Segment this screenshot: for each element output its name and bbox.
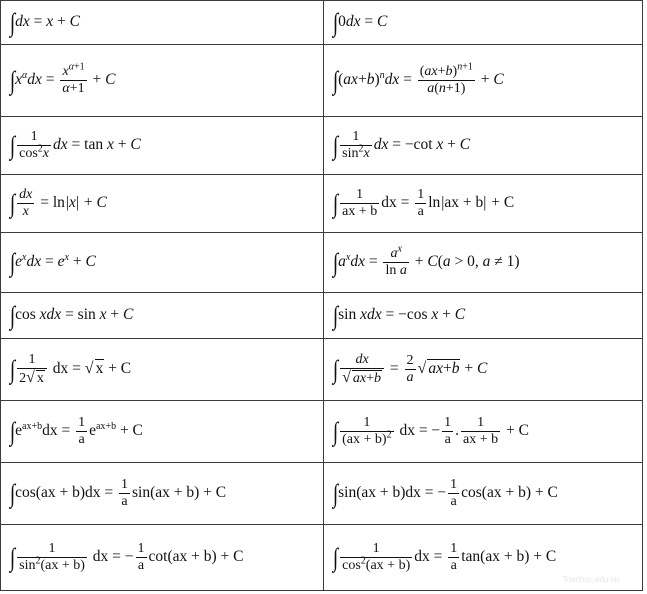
- formula: ∫dx = x + C: [9, 7, 80, 37]
- table-row: [1, 525, 643, 591]
- formula: ∫ $\frac{dx}{√ ax+b}$ = $\frac{2}{a}$ √ ax+b + C: [332, 351, 488, 386]
- formula-cell-right: [324, 45, 643, 117]
- formula-cell-right: [324, 117, 643, 175]
- formula: ∫ $\frac{1}{\cos^2(ax + b)}$ dx = $\frac{1}{a}$ tan(ax + b) + C: [332, 540, 557, 573]
- formula: ∫ $\frac{1}{(ax + b)^2}$ dx = − $\frac{1}{a}$ . $\frac{1}{ax + b}$ + C: [332, 414, 529, 447]
- formula-cell-right: [324, 233, 643, 293]
- table-row: [1, 463, 643, 525]
- formula: ∫0dx = C: [332, 7, 388, 37]
- table-row: [1, 339, 643, 401]
- formula-cell-right: [324, 463, 643, 525]
- formula: $\int a^xdx$ = $\frac{a^x}{\text{ln a}}$ + C(a > 0, a ≠ 1): [332, 243, 520, 278]
- formula: ∫cos(ax + b)dx = $\frac{1}{a}$ sin(ax + b) + C: [9, 476, 227, 509]
- formula: $\int(ax+b)^ndx$ = $\frac{(ax+b)^{n+1}}{a(n+1)}$ + C: [332, 61, 504, 96]
- formula-cell-right: [324, 175, 643, 233]
- watermark: Toanhoc.edu.vn: [562, 575, 619, 584]
- formula: ∫ $\frac{1}{2√ x}$ dx = √ x + C: [9, 351, 132, 386]
- formula-cell-left: [1, 293, 324, 339]
- table-row: [1, 1, 643, 45]
- table-row: [1, 175, 643, 233]
- formula: $\int x^\alpha dx$ = $\frac{x^{\alpha+1}}{\alpha+1}$ + C: [9, 61, 116, 96]
- formula-cell-left: [1, 463, 324, 525]
- formula: ∫sin xdx = −cos x + C: [332, 300, 466, 330]
- table-row: [1, 293, 643, 339]
- table-row: [1, 117, 643, 175]
- formula: ∫ $\frac{dx}{x}$ = ln|x| + C: [9, 186, 107, 219]
- table-row: [1, 45, 643, 117]
- formula-cell-right: [324, 401, 643, 463]
- formula-cell-left: [1, 45, 324, 117]
- formula: ∫ $\frac{1}{ax + b}$ dx = $\frac{1}{a}$ ln|ax + b| + C: [332, 186, 515, 219]
- formula-cell-right: [324, 339, 643, 401]
- table-row: [1, 401, 643, 463]
- formula-cell-left: [1, 1, 324, 45]
- formula-cell-left: [1, 339, 324, 401]
- formula: ∫ $\frac{1}{\sin^2x}$ dx = −cot x + C: [332, 128, 471, 161]
- formula-cell-left: [1, 233, 324, 293]
- formula-cell-left: [1, 117, 324, 175]
- formula: ∫cos xdx = sin x + C: [9, 300, 134, 330]
- formula-cell-right: [324, 1, 643, 45]
- formula-cell-left: [1, 525, 324, 591]
- formula: $\int e^xdx = e^x + C$: [9, 247, 96, 277]
- formula: ∫ $\frac{1}{\sin^2(ax + b)}$ dx = − $\frac{1}{a}$ cot(ax + b) + C: [9, 540, 244, 573]
- formula-cell-left: [1, 175, 324, 233]
- table-row: [1, 233, 643, 293]
- formula-cell-left: [1, 401, 324, 463]
- formula: $\int e^{ax+b}dx$ = $\frac{1}{a}$ $e^{ax+b} + C$: [9, 414, 143, 447]
- formula-cell-right: [324, 293, 643, 339]
- formula: ∫sin(ax + b)dx = − $\frac{1}{a}$ cos(ax + b) + C: [332, 476, 558, 509]
- formula: ∫ $\frac{1}{\cos^2x}$ dx = tan x + C: [9, 128, 141, 161]
